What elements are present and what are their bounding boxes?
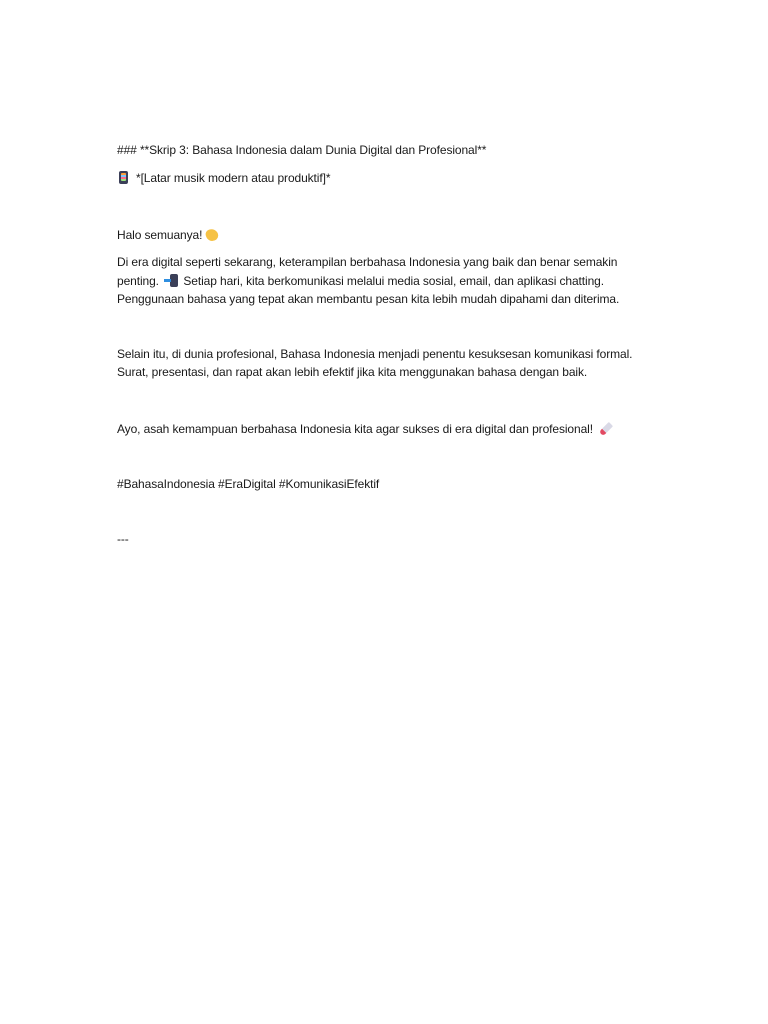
greeting [117,226,218,245]
greeting-text: Halo semuanya! [117,228,203,242]
script-heading-text: ### **Skrip 3: Bahasa Indonesia dalam Dunia Digital dan Profesional** [117,143,487,157]
paragraph2-line1 [117,345,632,364]
paragraph1-line3-text: Penggunaan bahasa yang tepat akan membantu pesan kita lebih mudah dipahami dan diterima. [117,292,620,306]
separator-text: --- [117,532,129,546]
music-cue-text: *[Latar musik modern atau produktif]* [136,171,331,185]
paragraph1-line3 [117,290,619,309]
paragraph1-line2-before: penting. [117,274,159,288]
closing-text: Ayo, asah kemampuan berbahasa Indonesia kita agar sukses di era digital dan profesional! [117,422,593,436]
closing [117,420,613,439]
hashtags-text: #BahasaIndonesia #EraDigital #KomunikasiEfektif [117,477,380,491]
paragraph2-line2-text: Surat, presentasi, dan rapat akan lebih efektif jika kita menggunakan bahasa dengan baik. [117,365,588,379]
rocket-icon [599,422,613,436]
paragraph1-line1 [117,253,617,272]
paragraph1-line2 [117,272,604,291]
paragraph1-line2-after: Setiap hari, kita berkomunikasi melalui media sosial, email, dan aplikasi chatting. [183,274,604,288]
mobile-phone-icon [119,171,128,184]
separator [117,530,129,549]
paragraph2-line2 [117,363,587,382]
hashtags [117,475,379,494]
paragraph2-line1-text: Selain itu, di dunia profesional, Bahasa Indonesia menjadi penentu kesuksesan komunikasi formal. [117,347,633,361]
waving-hand-icon [205,227,220,242]
paragraph1-line1-text: Di era digital seperti sekarang, keterampilan berbahasa Indonesia yang baik dan benar semakin [117,255,618,269]
script-heading [117,141,486,160]
mobile-phone-arrow-icon [164,274,178,287]
music-cue [117,169,330,188]
